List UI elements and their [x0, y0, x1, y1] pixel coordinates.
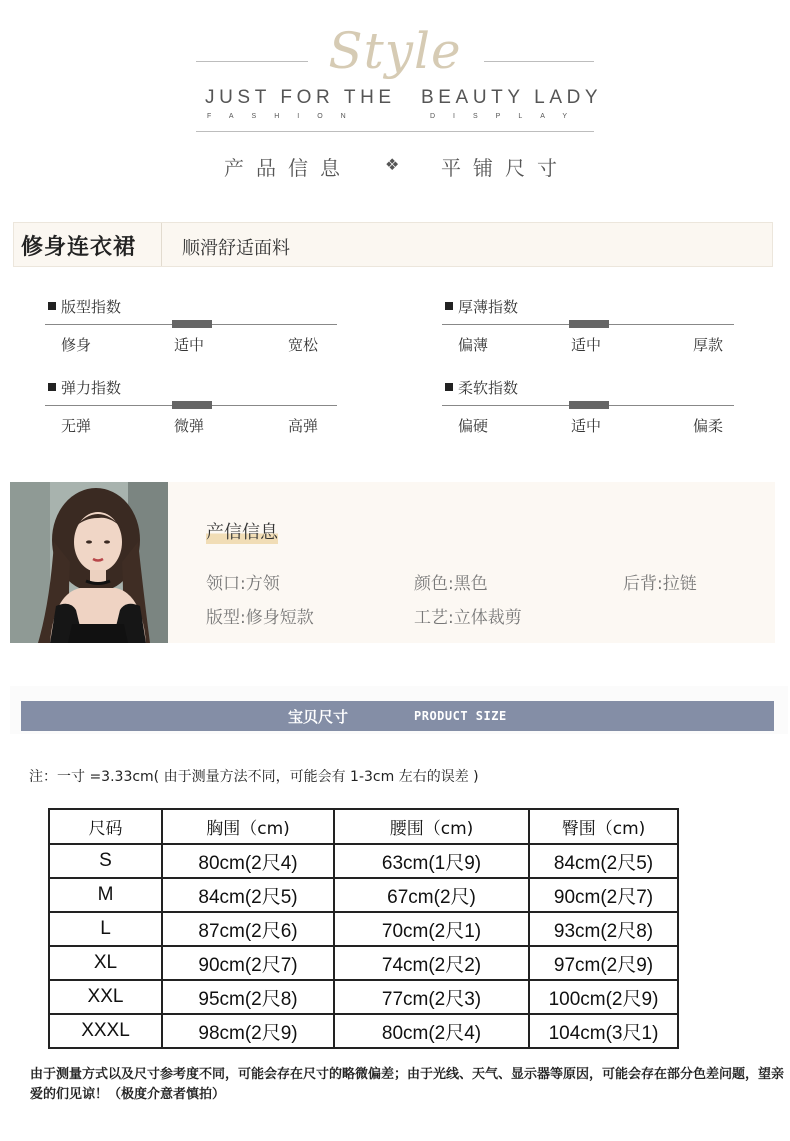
index-title: 柔软指数: [445, 377, 518, 398]
header-sub-left: FASHION: [207, 113, 364, 120]
header-cell: 胸围（cm): [162, 809, 334, 844]
table-row: [49, 878, 678, 912]
table-cell: 84cm(2尺5): [162, 878, 334, 912]
header-sub-right: DISPLAY: [430, 113, 586, 120]
header-title-left: JUST FOR THE: [205, 87, 396, 108]
info-item-fit: 版型:修身短款: [206, 608, 314, 628]
index-title: 厚薄指数: [445, 296, 518, 317]
index-label-low: 偏硬: [458, 417, 489, 435]
info-item-craft: 工艺:立体裁剪: [414, 608, 522, 628]
index-title: 版型指数: [48, 296, 121, 317]
index-label-high: 厚款: [693, 336, 724, 354]
model-photo: [10, 482, 168, 643]
index-label-mid: 适中: [571, 336, 602, 354]
index-title: 弹力指数: [48, 377, 121, 398]
header-rule-bottom: [196, 131, 594, 132]
disclaimer-footnote: 由于测量方式以及尺寸参考度不同，可能会存在尺寸的略微偏差；由于光线、天气、显示器等原因，可能会存在部分色差问题，望亲爱的们见谅！（极度介意者慎拍）: [30, 1067, 785, 1102]
index-marker: [172, 401, 212, 409]
index-softness: [442, 377, 734, 447]
diamond-icon: ❖: [385, 155, 400, 174]
table-row: [49, 1014, 678, 1048]
index-label-mid: 适中: [571, 417, 602, 435]
header-nav-product-info: 产品信息: [224, 156, 352, 180]
size-title-en: PRODUCT SIZE: [414, 709, 507, 723]
table-cell: M: [49, 878, 162, 912]
table-cell: 98cm(2尺9): [162, 1014, 334, 1048]
header-cell: 臀围（cm): [529, 809, 678, 844]
index-fit: [45, 296, 337, 366]
header-cell: 尺码: [49, 809, 162, 844]
table-cell: 80cm(2尺4): [162, 844, 334, 878]
table-cell: 100cm(2尺9): [529, 980, 678, 1014]
size-section-header: [21, 701, 774, 731]
table-cell: 90cm(2尺7): [162, 946, 334, 980]
table-cell: 63cm(1尺9): [334, 844, 529, 878]
index-label-low: 无弹: [61, 417, 92, 435]
model-photo-illustration: [10, 482, 168, 643]
index-label-low: 偏薄: [458, 336, 489, 354]
table-cell: XL: [49, 946, 162, 980]
table-cell: XXXL: [49, 1014, 162, 1048]
table-row: [49, 912, 678, 946]
table-cell: 90cm(2尺7): [529, 878, 678, 912]
index-label-mid: 微弹: [174, 417, 205, 435]
table-cell: 67cm(2尺): [334, 878, 529, 912]
table-cell: 97cm(2尺9): [529, 946, 678, 980]
index-label-high: 高弹: [288, 417, 319, 435]
index-marker: [172, 320, 212, 328]
square-bullet-icon: [48, 383, 56, 391]
table-cell: 84cm(2尺5): [529, 844, 678, 878]
index-marker: [569, 320, 609, 328]
table-cell: 77cm(2尺3): [334, 980, 529, 1014]
header-rule-left: [196, 61, 308, 62]
table-cell: 104cm(3尺1): [529, 1014, 678, 1048]
product-name-bar: [13, 222, 773, 267]
table-cell: 95cm(2尺8): [162, 980, 334, 1014]
table-cell: L: [49, 912, 162, 946]
header-title-right: BEAUTY LADY: [421, 87, 603, 108]
square-bullet-icon: [445, 383, 453, 391]
table-row: [49, 946, 678, 980]
info-item-color: 颜色:黑色: [414, 574, 488, 594]
index-marker: [569, 401, 609, 409]
index-label-high: 偏柔: [693, 417, 724, 435]
index-label-high: 宽松: [288, 336, 319, 354]
table-cell: XXL: [49, 980, 162, 1014]
index-thickness: [442, 296, 734, 366]
index-label-mid: 适中: [174, 336, 205, 354]
style-script-title: Style: [328, 22, 462, 80]
table-cell: 93cm(2尺8): [529, 912, 678, 946]
table-header-row: [49, 809, 678, 844]
table-cell: 70cm(2尺1): [334, 912, 529, 946]
index-label-low: 修身: [61, 336, 92, 354]
header-cell: 腰围（cm): [334, 809, 529, 844]
fabric-description: 顺滑舒适面料: [182, 238, 290, 259]
table-cell: 80cm(2尺4): [334, 1014, 529, 1048]
measurement-note: 注：一寸 =3.33cm( 由于测量方法不同，可能会有 1-3cm 左右的误差 ): [29, 769, 479, 785]
table-row: [49, 844, 678, 878]
index-elasticity: [45, 377, 337, 447]
table-cell: 74cm(2尺2): [334, 946, 529, 980]
table-cell: 87cm(2尺6): [162, 912, 334, 946]
table-row: [49, 980, 678, 1014]
square-bullet-icon: [48, 302, 56, 310]
header-nav-flat-size: 平铺尺寸: [441, 156, 569, 180]
info-item-neckline: 领口:方领: [206, 574, 280, 594]
info-item-back: 后背:拉链: [623, 574, 697, 594]
divider: [161, 223, 162, 266]
info-title: 产信信息: [206, 518, 278, 544]
header-rule-right: [484, 61, 594, 62]
size-title-cn: 宝贝尺寸: [288, 708, 349, 726]
square-bullet-icon: [445, 302, 453, 310]
product-name: 修身连衣裙: [21, 235, 137, 260]
table-cell: S: [49, 844, 162, 878]
size-table: [48, 808, 679, 1049]
